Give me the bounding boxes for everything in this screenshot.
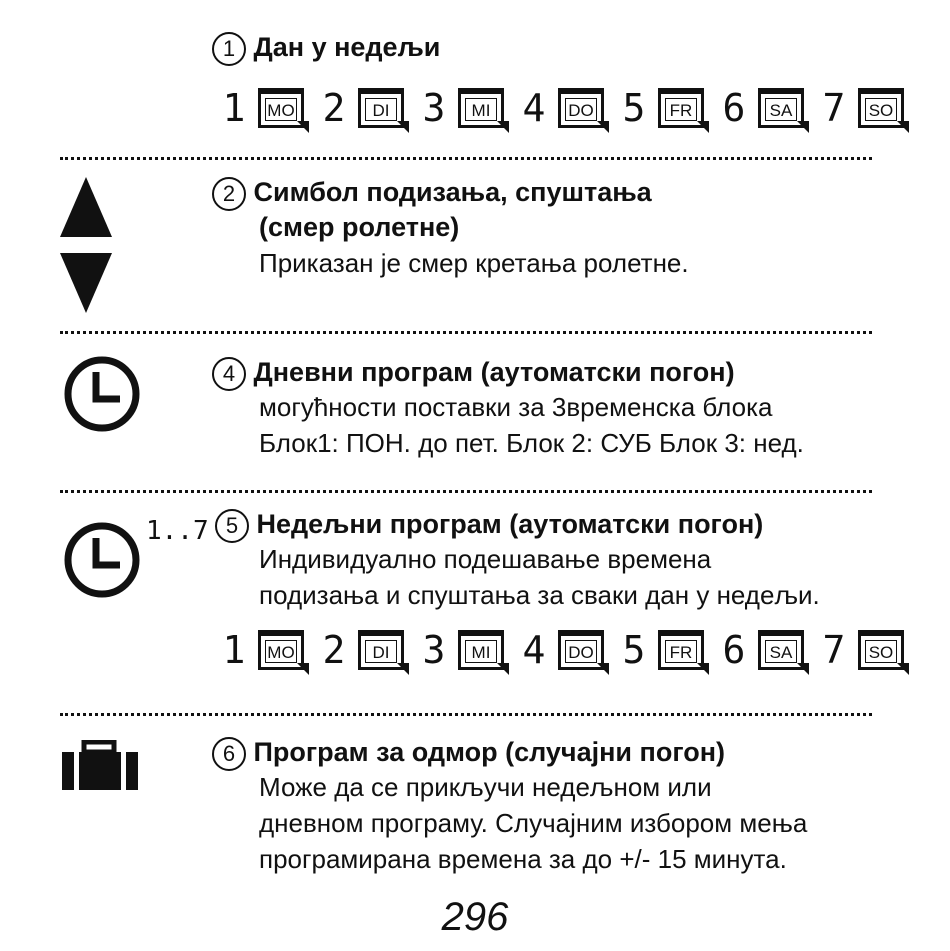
day-calendar-icon xyxy=(358,630,404,670)
day-abbr: FR xyxy=(665,98,697,121)
day-abbr: SA xyxy=(765,98,797,121)
clock-icon xyxy=(62,520,142,600)
separator xyxy=(60,331,872,334)
section-2-text-1: Приказан је смер кретања ролетне. xyxy=(259,248,689,278)
day-abbr: SO xyxy=(865,640,897,663)
day-digit: 5 xyxy=(622,628,646,672)
day-digit: 3 xyxy=(422,86,446,130)
section-5-text-2: подизања и спуштања за сваки дан у недељи. xyxy=(259,580,820,610)
day-calendar-icon xyxy=(758,630,804,670)
day-digit: 2 xyxy=(322,628,346,672)
section-1-heading xyxy=(212,30,440,66)
day-abbr: SA xyxy=(765,640,797,663)
section-6-text-1: Може да се прикључи недељном или xyxy=(259,772,712,802)
weekday-row-1 xyxy=(222,88,910,128)
day-digit: 4 xyxy=(522,86,546,130)
day-digit: 5 xyxy=(622,86,646,130)
day-calendar-icon xyxy=(458,88,504,128)
section-4-heading xyxy=(212,355,735,391)
day-digit: 1 xyxy=(222,628,246,672)
section-6-number: 6 xyxy=(212,737,246,771)
weekday-row-2 xyxy=(222,630,910,670)
section-6-heading xyxy=(212,735,725,771)
separator xyxy=(60,490,872,493)
section-6-title: Програм за одмор (случајни погон) xyxy=(253,737,726,767)
weekly-indicator: 1..7 xyxy=(146,516,209,546)
section-5-heading xyxy=(215,507,763,543)
section-2-number: 2 xyxy=(212,177,246,211)
day-calendar-icon xyxy=(558,630,604,670)
section-5-number: 5 xyxy=(215,509,249,543)
separator xyxy=(60,157,872,160)
day-calendar-icon xyxy=(758,88,804,128)
day-calendar-icon xyxy=(258,88,304,128)
section-4-title: Дневни програм (аутоматски погон) xyxy=(253,357,735,387)
day-calendar-icon xyxy=(858,88,904,128)
day-calendar-icon xyxy=(358,88,404,128)
day-abbr: SO xyxy=(865,98,897,121)
day-digit: 6 xyxy=(722,628,746,672)
day-calendar-icon xyxy=(558,88,604,128)
section-1-title: Дан у недељи xyxy=(253,32,441,62)
day-digit: 7 xyxy=(822,628,846,672)
section-6-text-2: дневном програму. Случајним избором мења xyxy=(259,808,808,838)
day-digit: 2 xyxy=(322,86,346,130)
day-calendar-icon xyxy=(658,88,704,128)
day-digit: 1 xyxy=(222,86,246,130)
section-4-text-1: могућности поставки за 3временска блока xyxy=(259,392,773,422)
section-1-number: 1 xyxy=(212,32,246,66)
section-4-number: 4 xyxy=(212,357,246,391)
day-abbr: DI xyxy=(365,640,397,663)
day-abbr: DI xyxy=(365,98,397,121)
section-2-title-line-2: (смер ролетне) xyxy=(259,212,460,242)
section-2-heading xyxy=(212,175,652,211)
day-abbr: MI xyxy=(465,640,497,663)
day-abbr: MO xyxy=(265,98,297,121)
suitcase-icon xyxy=(60,740,140,792)
day-calendar-icon xyxy=(258,630,304,670)
up-down-arrows-icon xyxy=(58,175,114,315)
clock-icon xyxy=(62,354,142,434)
day-digit: 3 xyxy=(422,628,446,672)
page-number: 296 xyxy=(441,895,509,939)
day-digit: 7 xyxy=(822,86,846,130)
day-calendar-icon xyxy=(458,630,504,670)
day-abbr: DO xyxy=(565,640,597,663)
separator xyxy=(60,713,872,716)
section-2-title: Симбол подизања, спуштања xyxy=(253,177,652,207)
section-4-text-2: Блок1: ПОН. до пет. Блок 2: СУБ Блок 3: нед. xyxy=(259,428,804,458)
day-calendar-icon xyxy=(658,630,704,670)
section-6-text-3: програмирана времена за до +/- 15 минута. xyxy=(259,844,787,874)
day-calendar-icon xyxy=(858,630,904,670)
day-digit: 6 xyxy=(722,86,746,130)
day-abbr: DO xyxy=(565,98,597,121)
day-abbr: MI xyxy=(465,98,497,121)
day-digit: 4 xyxy=(522,628,546,672)
section-5-title: Недељни програм (аутоматски погон) xyxy=(256,509,764,539)
day-abbr: FR xyxy=(665,640,697,663)
day-abbr: MO xyxy=(265,640,297,663)
section-5-text-1: Индивидуално подешавање времена xyxy=(259,544,712,574)
